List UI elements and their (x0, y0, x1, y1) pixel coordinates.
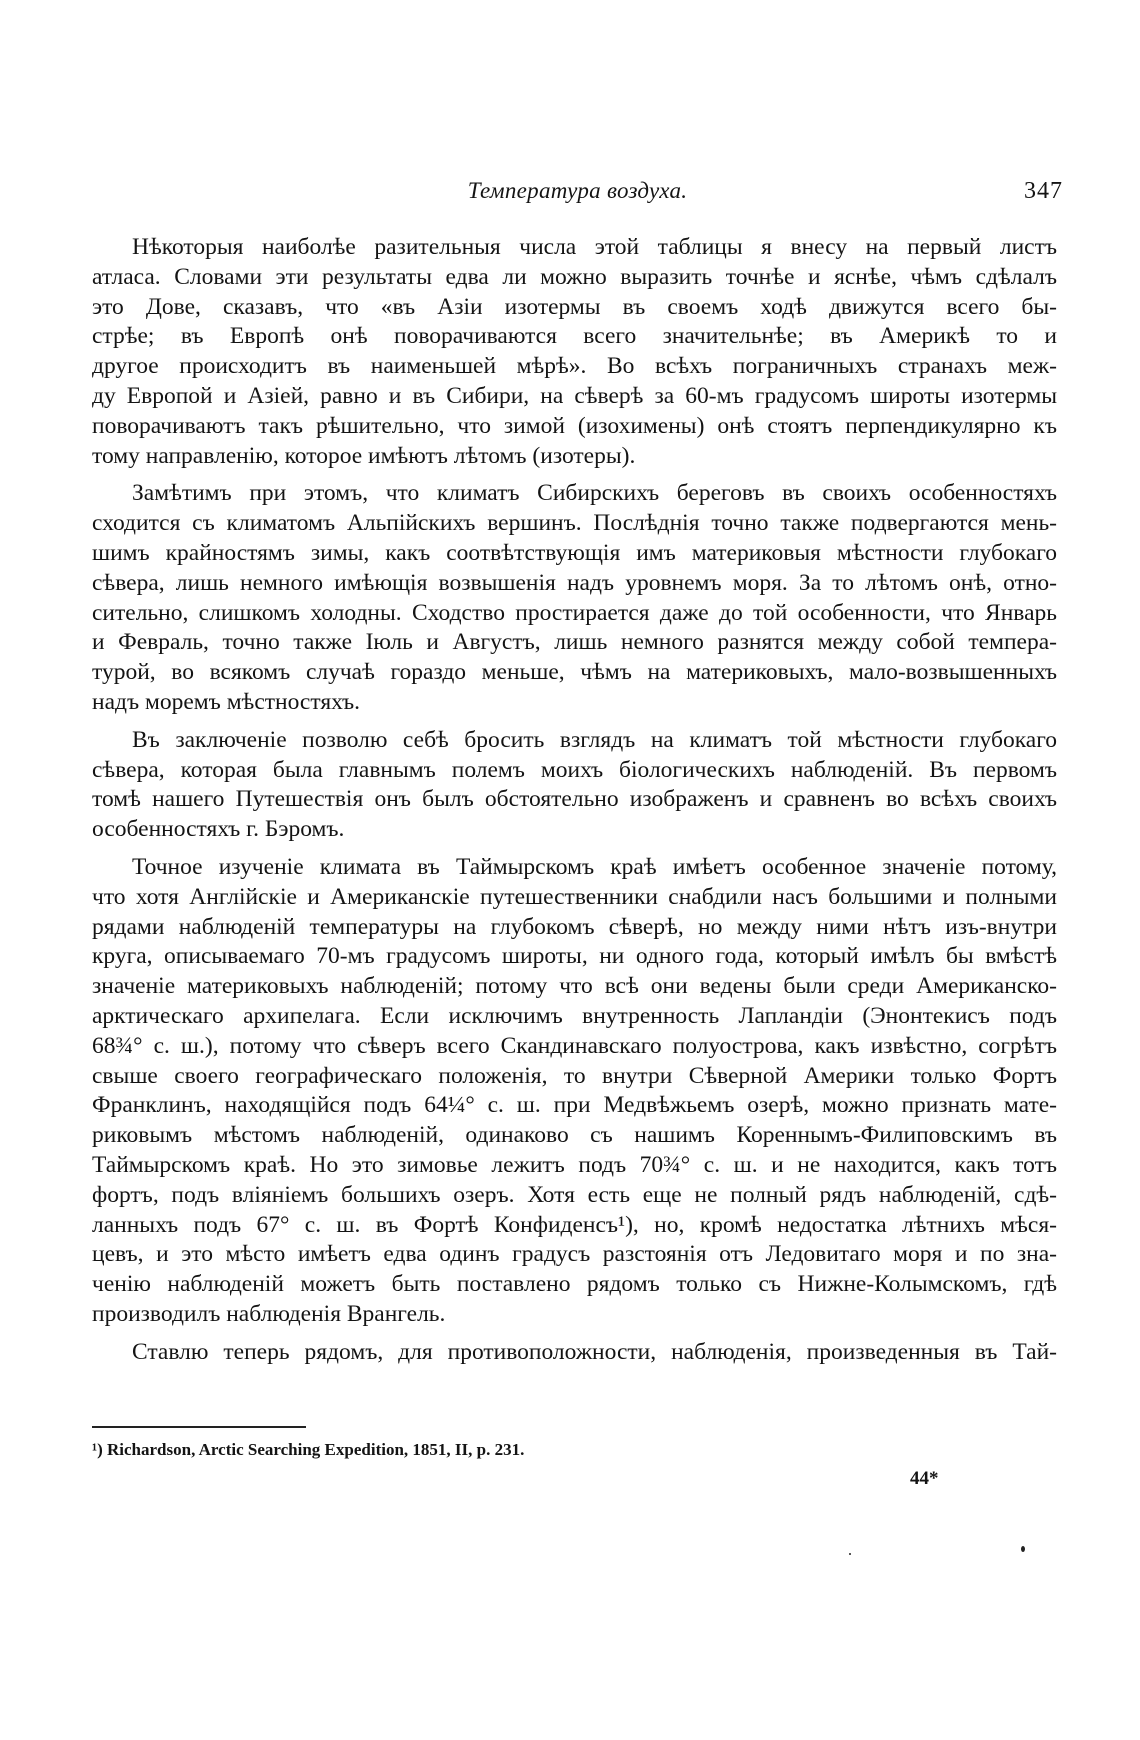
text-line: производилъ наблюденія Врангель. (92, 1300, 446, 1327)
text-line: сѣвера, которая была главнымъ полемъ моихъ біологическихъ наблюденій. Въ первомъ (92, 756, 1057, 783)
text-line: круга, описываемаго 70-мъ градусомъ широты, ни одного года, который имѣлъ бы вмѣстѣ (92, 943, 1057, 970)
text-line: фортъ, подъ вліяніемъ большихъ озеръ. Хотя есть еще не полный рядъ наблюденій, сдѣ- (92, 1181, 1057, 1208)
text-line: что хотя Англійскіе и Американскіе путешественники снабдили насъ большими и полными (92, 883, 1057, 910)
text-line: это Дове, сказавъ, что «въ Азіи изотермы въ своемъ ходѣ движутся всего бы- (92, 293, 1057, 320)
text-line: Замѣтимъ при этомъ, что климатъ Сибирскихъ береговъ въ своихъ особенностяхъ (132, 480, 1057, 507)
text-line: сительно, слишкомъ холодны. Сходство простирается даже до той особенности, что Январь (92, 599, 1057, 626)
text-line: поворачиваютъ такъ рѣшительно, что зимой (изохимены) онѣ стоятъ перпендикулярно къ (92, 412, 1057, 439)
signature-mark: 44* (910, 1468, 939, 1489)
text-line: арктическаго архипелага. Если исключимъ внутренность Лапландіи (Энонтекисъ подъ (92, 1002, 1057, 1029)
text-line: Ставлю теперь рядомъ, для противоположности, наблюденія, произведенныя въ Тай- (132, 1338, 1057, 1365)
running-head-title: Температура воздуха. (467, 178, 688, 203)
text-line: надъ моремъ мѣстностяхъ. (92, 688, 361, 715)
text-line: ду Европой и Азіей, равно и въ Сибири, на сѣверѣ за 60-мъ градусомъ широты изотермы (92, 382, 1057, 409)
text-line: Точное изученіе климата въ Таймырскомъ краѣ имѣетъ особенное значеніе потому, (132, 853, 1057, 880)
scan-speck (849, 1553, 851, 1555)
text-line: и Февраль, точно также Іюль и Августъ, лишь немного разнятся между собой темпера- (92, 629, 1057, 656)
text-line: рядами наблюденій температуры на глубокомъ сѣверѣ, но между ними нѣтъ изъ-внутри (92, 913, 1057, 940)
paragraph (92, 479, 1057, 717)
paragraph (92, 233, 1057, 471)
text-line: цевъ, и это мѣсто имѣетъ едва одинъ градусъ разстоянія отъ Ледовитаго моря и по зна- (92, 1241, 1057, 1268)
text-line: Таймырскомъ краѣ. Но это зимовье лежитъ подъ 70¾° с. ш. и не находится, какъ тотъ (92, 1151, 1057, 1178)
text-line: ченію наблюденій можетъ быть поставлено рядомъ только съ Нижне-Колымскомъ, гдѣ (92, 1271, 1057, 1298)
text-line: томѣ нашего Путешествія онъ былъ обстоятельно изображенъ и сравненъ во всѣхъ своихъ (92, 786, 1057, 813)
paragraph (92, 853, 1057, 1330)
text-line: атласа. Словами эти результаты едва ли можно выразить точнѣе и яснѣе, чѣмъ сдѣлалъ (92, 263, 1057, 290)
text-line: 68¾° с. ш.), потому что сѣверъ всего Скандинавскаго полуострова, какъ извѣстно, согрѣтъ (92, 1032, 1057, 1059)
text-line: риковымъ мѣстомъ наблюденій, одинаково съ нашимъ Кореннымъ-Филиповскимъ въ (92, 1122, 1057, 1149)
paragraph (92, 726, 1057, 845)
text-line: свыше своего географическаго положенія, то внутри Сѣверной Америки только Фортъ (92, 1062, 1057, 1089)
text-line: Нѣкоторыя наиболѣе разительныя числа этой таблицы я внесу на первый листъ (132, 234, 1057, 260)
text-line: шимъ крайностямъ зимы, какъ соотвѣтствующія имъ материковыя мѣстности глубокаго (92, 539, 1057, 566)
text-line: стрѣе; въ Европѣ онѣ поворачиваются всего значительнѣе; въ Америкѣ то и (92, 323, 1057, 350)
text-line: Франклинъ, находящійся подъ 64¼° с. ш. при Медвѣжьемъ озерѣ, можно признать мате- (92, 1092, 1057, 1119)
text-line: Въ заключеніе позволю себѣ бросить взглядъ на климатъ той мѣстности глубокаго (132, 726, 1057, 753)
footnote-divider (92, 1426, 306, 1428)
text-line: турой, во всякомъ случаѣ гораздо меньше, чѣмъ на материковыхъ, мало-возвышенныхъ (92, 659, 1057, 686)
text-line: значеніе материковыхъ наблюденій; потому что всѣ они ведены были среди Американско- (92, 973, 1057, 1000)
page-number: 347 (1024, 178, 1063, 204)
footnote: ¹) Richardson, Arctic Searching Expedition, 1851, II, p. 231. (92, 1440, 525, 1459)
text-line: сѣвера, лишь немного имѣющія возвышенія надъ уровнемъ моря. За то лѣтомъ онѣ, отно- (92, 569, 1057, 596)
text-line: особенностяхъ г. Бэромъ. (92, 816, 345, 843)
scan-speck (1021, 1546, 1025, 1552)
text-line: другое происходитъ въ наименьшей мѣрѣ». Во всѣхъ пограничныхъ странахъ меж- (92, 353, 1057, 380)
text-line: ланныхъ подъ 67° с. ш. въ Фортѣ Конфиденсъ¹), но, кромѣ недостатка лѣтнихъ мѣся- (92, 1211, 1057, 1238)
text-line: сходится съ климатомъ Альпійскихъ вершинъ. Послѣднія точно также подвергаются мень- (92, 510, 1057, 537)
paragraph (92, 1338, 1057, 1368)
running-head (92, 178, 1063, 208)
body-text (92, 233, 1057, 1375)
text-line: тому направленію, которое имѣютъ лѣтомъ (изотеры). (92, 442, 636, 469)
